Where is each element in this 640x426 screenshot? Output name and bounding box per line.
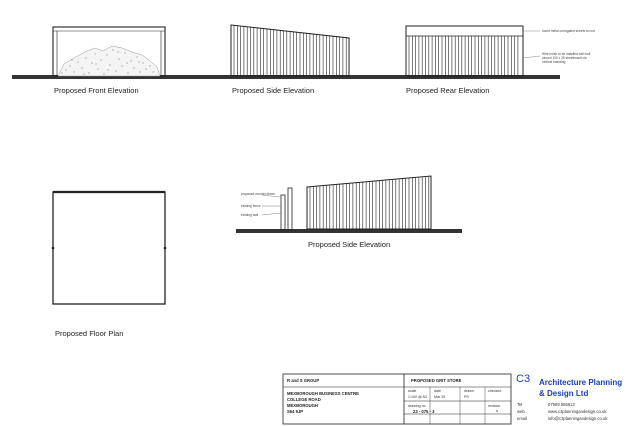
drawing-no-label: drawing no: [408, 404, 426, 408]
floor-plan-outline: [53, 192, 165, 304]
c3-logo: C3: [516, 373, 531, 385]
date-value: Mar 25: [434, 395, 446, 399]
front-elevation: [12, 27, 195, 79]
address-line-3: MEXBOROUGH: [287, 403, 318, 408]
side-elevation-detail: [236, 176, 462, 233]
side-detail-title: Proposed Side Elevation: [308, 240, 391, 249]
revision-value: a: [496, 409, 498, 413]
detail-ground-line: [236, 229, 462, 233]
note-rear-wall: Wire mesh to be installed with bolt pinned 100 x 25 sheetboard via vertical boarding: [542, 52, 591, 64]
note-rear-roof: Insert metal corrugated sheets to roof: [542, 29, 595, 33]
side-elevation: [195, 25, 375, 79]
address-line-1: MEXBOROUGH BUSINESS CENTRE: [287, 391, 359, 396]
grit-pile: [58, 46, 160, 76]
rear-outline: [406, 26, 523, 76]
tel-label: Tel: [517, 402, 523, 407]
date-label: date: [434, 389, 441, 393]
checked-label: checked: [488, 389, 502, 393]
email-label: email: [517, 416, 528, 421]
scale-value: 1:100 @ A3: [408, 395, 427, 399]
rear-elevation-title: Proposed Rear Elevation: [406, 86, 490, 95]
note-proposed-fence: proposed wooden fence: [241, 192, 276, 196]
tel-value: 07969 886613: [548, 402, 575, 407]
rear-elevation: [375, 26, 560, 79]
revision-label: revision: [488, 404, 501, 408]
company-name-line2: & Design Ltd: [539, 389, 589, 398]
drawn-value: PS: [464, 395, 469, 399]
note-existing-wall: existing wall: [241, 213, 259, 217]
drawing-no-value: 23 - 075 - 3: [413, 409, 435, 414]
existing-wall: [281, 195, 285, 230]
client-name: R and S GROUP: [287, 378, 320, 383]
floor-plan: [52, 192, 167, 304]
web-value[interactable]: www.c3planningandesign.co.uk: [548, 409, 607, 414]
email-value[interactable]: info@c3planningandesign.co.uk: [548, 416, 608, 421]
company-name-line1: Architecture Planning: [539, 378, 623, 387]
project-title: PROPOSED GRIT STORE: [411, 378, 462, 383]
note-existing-fence: existing fence: [241, 204, 261, 208]
front-elevation-title: Proposed Front Elevation: [54, 86, 139, 95]
address-line-4: S64 9JP: [287, 409, 304, 414]
side-elevation-title: Proposed Side Elevation: [232, 86, 315, 95]
existing-fence: [288, 188, 292, 230]
drawn-label: drawn: [464, 389, 474, 393]
web-label: web: [517, 409, 525, 414]
address-line-2: COLLEGE ROAD: [287, 397, 321, 402]
floor-plan-title: Proposed Floor Plan: [55, 329, 124, 338]
scale-label: scale: [408, 389, 417, 393]
